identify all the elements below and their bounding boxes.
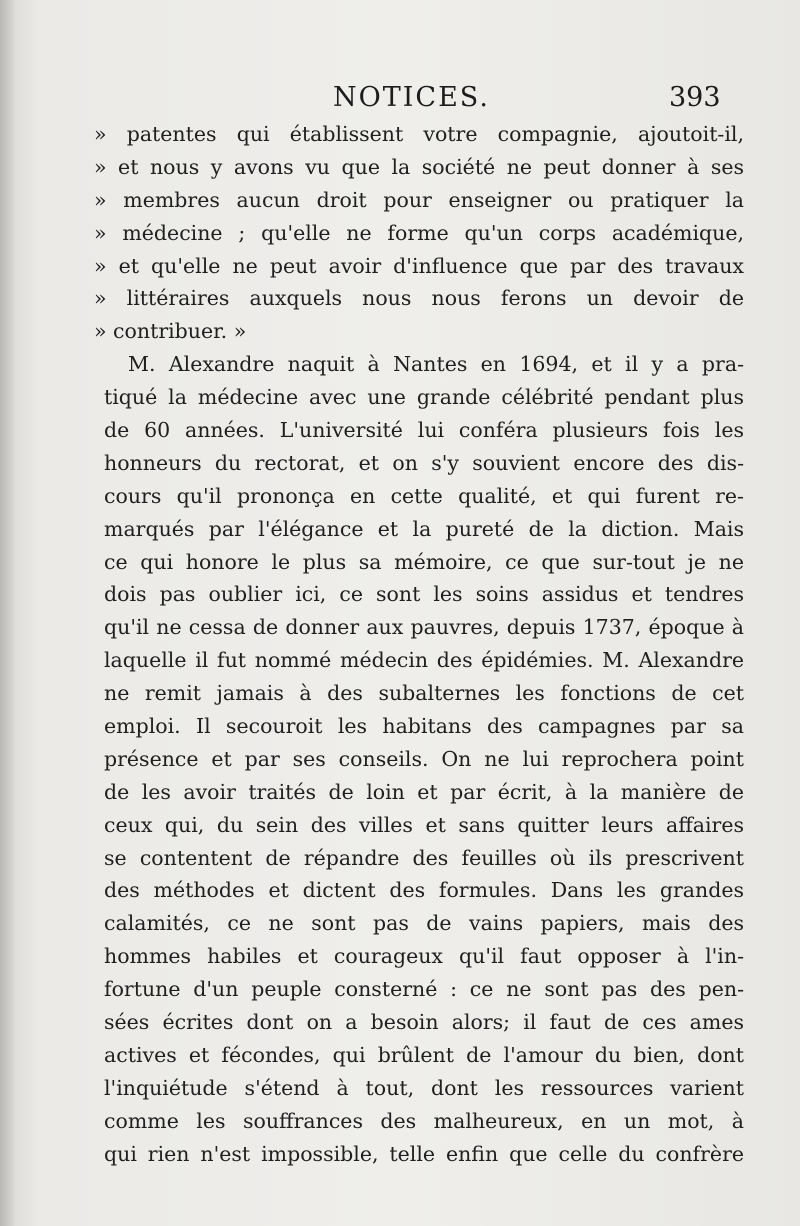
text-line: qu'il ne cessa de donner aux pauvres, depuis 1737, époque à bbox=[104, 615, 744, 640]
text-line: honneurs du rectorat, et on s'y souvient encore des dis- bbox=[104, 450, 744, 475]
text-line: dois pas oublier ici, ce sont les soins assidus et tendres bbox=[104, 582, 744, 607]
text-line: l'inquiétude s'étend à tout, dont les ressources varient bbox=[104, 1075, 744, 1100]
text-line: actives et fécondes, qui brûlent de l'amour du bien, dont bbox=[104, 1042, 744, 1067]
text-line: de les avoir traités de loin et par écrit, à la manière de bbox=[104, 779, 744, 804]
text-line: tiqué la médecine avec une grande célébrité pendant plus bbox=[104, 385, 744, 410]
text-line: des méthodes et dictent des formules. Dans les grandes bbox=[104, 878, 744, 903]
text-line: M. Alexandre naquit à Nantes en 1694, et il y a pra- bbox=[128, 352, 744, 377]
page-header bbox=[0, 80, 800, 120]
text-line: se contentent de répandre des feuilles où ils prescrivent bbox=[104, 845, 744, 870]
text-line: emploi. Il secouroit les habitans des campagnes par sa bbox=[104, 714, 744, 739]
text-line: ce qui honore le plus sa mémoire, ce que sur-tout je ne bbox=[104, 549, 744, 574]
text-line: » médecine ; qu'elle ne forme qu'un corps académique, bbox=[94, 220, 744, 245]
text-line: calamités, ce ne sont pas de vains papiers, mais des bbox=[104, 911, 744, 936]
text-line: marqués par l'élégance et la pureté de la diction. Mais bbox=[104, 516, 744, 541]
text-line: sées écrites dont on a besoin alors; il faut de ces ames bbox=[104, 1010, 744, 1035]
text-line: cours qu'il prononça en cette qualité, et qui furent re- bbox=[104, 483, 744, 508]
text-line: fortune d'un peuple consterné : ce ne sont pas des pen- bbox=[104, 977, 744, 1002]
text-line: » contribuer. » bbox=[94, 319, 247, 344]
body-text bbox=[94, 118, 744, 1171]
page-gutter bbox=[0, 0, 14, 1226]
text-line: de 60 années. L'université lui conféra plusieurs fois les bbox=[104, 418, 744, 443]
text-line: » et nous y avons vu que la société ne peut donner à ses bbox=[94, 154, 744, 179]
text-line: laquelle il fut nommé médecin des épidémies. M. Alexandre bbox=[104, 648, 744, 673]
text-line: ceux qui, du sein des villes et sans quitter leurs affaires bbox=[104, 812, 744, 837]
text-line: comme les souffrances des malheureux, en un mot, à bbox=[104, 1108, 744, 1133]
text-line: » et qu'elle ne peut avoir d'influence que par des travaux bbox=[94, 253, 744, 278]
text-line: » membres aucun droit pour enseigner ou pratiquer la bbox=[94, 187, 744, 212]
text-line: » littéraires auxquels nous nous ferons un devoir de bbox=[94, 286, 744, 311]
text-line: ne remit jamais à des subalternes les fonctions de cet bbox=[104, 681, 744, 706]
text-line: présence et par ses conseils. On ne lui reprochera point bbox=[104, 746, 744, 771]
text-line: qui rien n'est impossible, telle enfin que celle du confrère bbox=[104, 1141, 744, 1166]
text-line: » patentes qui établissent votre compagnie, ajoutoit-il, bbox=[94, 122, 744, 146]
running-title: NOTICES. bbox=[333, 82, 490, 113]
page-number: 393 bbox=[669, 82, 721, 113]
text-line: hommes habiles et courageux qu'il faut opposer à l'in- bbox=[104, 944, 744, 969]
